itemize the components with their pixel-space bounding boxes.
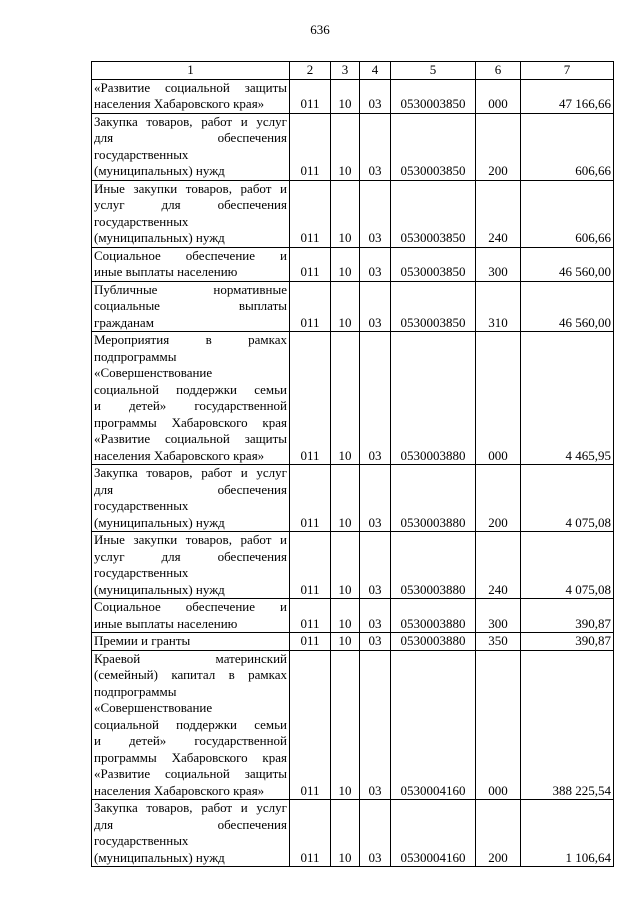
table-row	[92, 113, 614, 180]
table-body	[92, 79, 614, 867]
section-code: 10	[331, 113, 360, 180]
description-line: услуг для обеспечения	[94, 197, 287, 212]
section-code: 10	[331, 633, 360, 651]
description-line: гражданам	[94, 314, 154, 330]
amount: 606,66	[521, 180, 614, 247]
amount: 4 465,95	[521, 332, 614, 465]
amount: 1 106,64	[521, 800, 614, 867]
description-line: и детей» государственной	[94, 398, 287, 413]
amount: 4 075,08	[521, 532, 614, 599]
amount: 388 225,54	[521, 650, 614, 800]
section-code: 10	[331, 281, 360, 332]
expense-type-code: 240	[476, 532, 521, 599]
row-description	[92, 113, 290, 180]
expense-type-code: 310	[476, 281, 521, 332]
description-line: государственных	[94, 213, 189, 229]
amount: 390,87	[521, 633, 614, 651]
description-line: подпрограммы	[94, 683, 177, 699]
row-description	[92, 800, 290, 867]
description-line: Иные закупки товаров, работ и	[94, 532, 287, 547]
description-line: и детей» государственной	[94, 733, 287, 748]
description-line: «Развитие социальной защиты	[94, 79, 287, 95]
row-description	[92, 599, 290, 633]
description-line: иные выплаты населению	[94, 615, 238, 631]
target-article-code: 0530003880	[391, 532, 476, 599]
description-line: программы Хабаровского края	[94, 414, 287, 430]
expense-type-code: 000	[476, 650, 521, 800]
description-line: государственных	[94, 565, 189, 580]
description-line: «Совершенствование	[94, 700, 213, 715]
ministry-code: 011	[290, 532, 331, 599]
expense-type-code: 200	[476, 800, 521, 867]
expense-type-code: 240	[476, 180, 521, 247]
amount: 47 166,66	[521, 79, 614, 113]
table-row	[92, 79, 614, 113]
row-description	[92, 465, 290, 532]
section-code: 10	[331, 800, 360, 867]
expense-type-code: 300	[476, 599, 521, 633]
description-line: социальной поддержки семьи	[94, 381, 287, 397]
section-code: 10	[331, 332, 360, 465]
col-header-7: 7	[521, 62, 614, 80]
description-line: «Совершенствование	[94, 365, 213, 380]
subsection-code: 03	[360, 180, 391, 247]
ministry-code: 011	[290, 79, 331, 113]
description-line: Публичные нормативные	[94, 281, 287, 297]
expense-type-code: 200	[476, 113, 521, 180]
description-line: Социальное обеспечение и	[94, 599, 287, 614]
description-line: населения Хабаровского края»	[94, 447, 265, 463]
expense-type-code: 200	[476, 465, 521, 532]
subsection-code: 03	[360, 247, 391, 281]
description-line: государственных	[94, 833, 189, 848]
table-row	[92, 650, 614, 800]
section-code: 10	[331, 650, 360, 800]
ministry-code: 011	[290, 281, 331, 332]
description-line: государственных	[94, 146, 189, 162]
description-line: государственных	[94, 498, 189, 513]
subsection-code: 03	[360, 633, 391, 651]
description-line: (муниципальных) нужд	[94, 849, 225, 865]
expense-type-code: 000	[476, 79, 521, 113]
target-article-code: 0530003850	[391, 113, 476, 180]
description-line: Иные закупки товаров, работ и	[94, 180, 287, 196]
expense-type-code: 350	[476, 633, 521, 651]
row-description	[92, 332, 290, 465]
subsection-code: 03	[360, 281, 391, 332]
amount: 46 560,00	[521, 281, 614, 332]
target-article-code: 0530003850	[391, 247, 476, 281]
row-description	[92, 532, 290, 599]
ministry-code: 011	[290, 465, 331, 532]
table-row	[92, 599, 614, 633]
row-description	[92, 633, 290, 651]
col-header-5: 5	[391, 62, 476, 80]
expense-type-code: 000	[476, 332, 521, 465]
section-code: 10	[331, 532, 360, 599]
amount: 606,66	[521, 113, 614, 180]
ministry-code: 011	[290, 180, 331, 247]
section-code: 10	[331, 599, 360, 633]
target-article-code: 0530003880	[391, 332, 476, 465]
ministry-code: 011	[290, 599, 331, 633]
col-header-3: 3	[331, 62, 360, 80]
page-number: 636	[310, 22, 330, 37]
subsection-code: 03	[360, 532, 391, 599]
description-line: Премии и гранты	[94, 633, 191, 648]
description-line: для обеспечения	[94, 816, 287, 832]
description-line: Закупка товаров, работ и услуг	[94, 113, 287, 129]
target-article-code: 0530003850	[391, 281, 476, 332]
description-line: населения Хабаровского края»	[94, 96, 265, 111]
table-row	[92, 247, 614, 281]
description-line: социальные выплаты	[94, 298, 287, 313]
header-row	[92, 62, 614, 80]
description-line: Мероприятия в рамках	[94, 332, 287, 347]
description-line: (семейный) капитал в рамках	[94, 667, 287, 682]
ministry-code: 011	[290, 650, 331, 800]
ministry-code: 011	[290, 800, 331, 867]
description-line: Закупка товаров, работ и услуг	[94, 465, 287, 480]
target-article-code: 0530003880	[391, 465, 476, 532]
subsection-code: 03	[360, 332, 391, 465]
target-article-code: 0530003850	[391, 79, 476, 113]
description-line: «Развитие социальной защиты	[94, 431, 287, 446]
row-description	[92, 79, 290, 113]
table-row	[92, 180, 614, 247]
subsection-code: 03	[360, 599, 391, 633]
table-row	[92, 281, 614, 332]
description-line: (муниципальных) нужд	[94, 514, 225, 530]
section-code: 10	[331, 465, 360, 532]
description-line: для обеспечения	[94, 130, 287, 145]
description-line: (муниципальных) нужд	[94, 163, 225, 178]
description-line: программы Хабаровского края	[94, 749, 287, 765]
col-header-6: 6	[476, 62, 521, 80]
budget-table	[91, 61, 614, 867]
ministry-code: 011	[290, 633, 331, 651]
expense-type-code: 300	[476, 247, 521, 281]
ministry-code: 011	[290, 113, 331, 180]
section-code: 10	[331, 180, 360, 247]
col-header-4: 4	[360, 62, 391, 80]
row-description	[92, 650, 290, 800]
description-line: иные выплаты населению	[94, 264, 238, 279]
table-row	[92, 633, 614, 651]
row-description	[92, 180, 290, 247]
amount: 390,87	[521, 599, 614, 633]
description-line: (муниципальных) нужд	[94, 230, 225, 245]
amount: 46 560,00	[521, 247, 614, 281]
target-article-code: 0530004160	[391, 800, 476, 867]
table-row	[92, 332, 614, 465]
description-line: услуг для обеспечения	[94, 548, 287, 564]
subsection-code: 03	[360, 79, 391, 113]
amount: 4 075,08	[521, 465, 614, 532]
target-article-code: 0530003880	[391, 633, 476, 651]
table-row	[92, 532, 614, 599]
description-line: «Развитие социальной защиты	[94, 766, 287, 781]
subsection-code: 03	[360, 465, 391, 532]
row-description	[92, 247, 290, 281]
description-line: социальной поддержки семьи	[94, 716, 287, 732]
description-line: (муниципальных) нужд	[94, 581, 225, 597]
row-description	[92, 281, 290, 332]
ministry-code: 011	[290, 247, 331, 281]
section-code: 10	[331, 79, 360, 113]
subsection-code: 03	[360, 650, 391, 800]
section-code: 10	[331, 247, 360, 281]
description-line: Социальное обеспечение и	[94, 247, 287, 263]
description-line: Закупка товаров, работ и услуг	[94, 800, 287, 815]
col-header-2: 2	[290, 62, 331, 80]
subsection-code: 03	[360, 800, 391, 867]
description-line: Краевой материнский	[94, 650, 287, 666]
ministry-code: 011	[290, 332, 331, 465]
description-line: населения Хабаровского края»	[94, 782, 265, 798]
target-article-code: 0530003850	[391, 180, 476, 247]
table-row	[92, 800, 614, 867]
target-article-code: 0530004160	[391, 650, 476, 800]
subsection-code: 03	[360, 113, 391, 180]
description-line: подпрограммы	[94, 348, 177, 364]
target-article-code: 0530003880	[391, 599, 476, 633]
col-header-1: 1	[92, 62, 290, 80]
table-row	[92, 465, 614, 532]
description-line: для обеспечения	[94, 481, 287, 497]
